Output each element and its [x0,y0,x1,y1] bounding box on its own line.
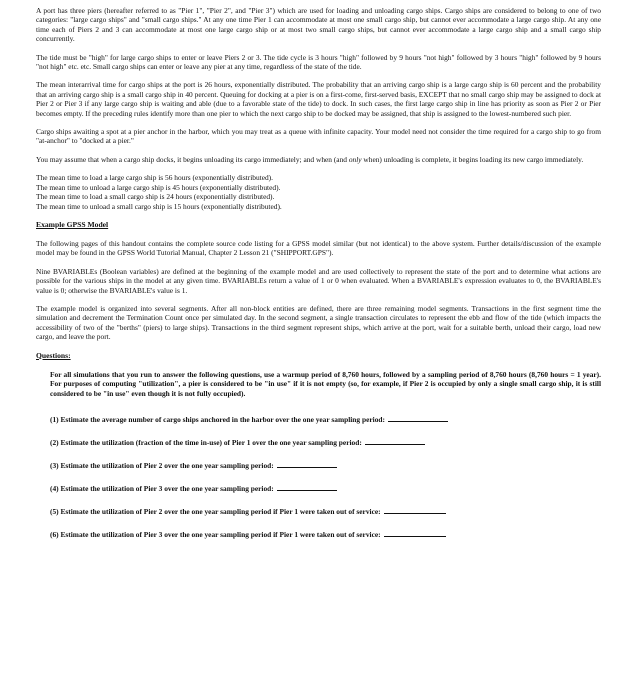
question-item [50,529,601,540]
paragraph-anchor: Cargo ships awaiting a spot at a pier anchor in the harbor, which you may treat as a queue with infinite capacity. Your model need not consider the time required for a cargo ship to go from "at-anchor" to "docked at a pier." [36,127,601,146]
question-item [50,506,601,517]
unloading-text-italic: only [348,154,362,164]
answer-blank[interactable] [388,414,448,422]
question-text: (4) Estimate the utilization of Pier 3 over the one year sampling period: [50,484,274,494]
example-heading: Example GPSS Model [36,219,109,229]
mean-time-line: The mean time to load a large cargo ship is 56 hours (exponentially distributed). [36,173,273,183]
unloading-text-before: You may assume that when a cargo ship docks, it begins unloading its cargo immediately; and when (and [36,154,349,164]
question-item [50,437,601,448]
answer-blank[interactable] [277,460,337,468]
paragraph-interarrival: The mean interarrival time for cargo ships at the port is 26 hours, exponentially distributed. The probability that an arriving cargo ship is a large cargo ship is 60 percent and the probability that an arriving cargo ship is a small cargo ship in 40 percent. Queuing for docking at a pier is on a first-come, first-served basis, EXCEPT that no small cargo ship may be assigned to dock at Pier 2 or Pier 3 if any large cargo ship is waiting and able (due to a favorable state of the tide) to dock. In such cases, the first large cargo ship in line has priority as soon as Pier 2 or Pier becomes empty. If the preceding rules identify more than one pier to which the next cargo ship to be docked may be assigned, that ship is assigned to the lowest-numbered such pier. [36,80,601,118]
question-text: (6) Estimate the utilization of Pier 3 over the one year sampling period if Pier 1 were taken out of service: [50,530,381,540]
paragraph-example-1: The following pages of this handout contains the complete source code listing for a GPSS model similar (but not identical) to the above system. Further details/discussion of the example model may be found in the GPSS World Tutorial Manual, Chapter 2 Lesson 21 ("SHIPPORT.GPS"). [36,238,601,258]
question-text: (2) Estimate the utilization (fraction of the time in-use) of Pier 1 over the one year sampling period: [50,438,362,448]
paragraph-example-3: The example model is organized into several segments. After all non-block entities are defined, there are three remaining model segments. Transactions in the first segment time the simulation and decrement the Termination Count once per simulated day. In the second segment, a single transaction circulates to represent the ebb and flow of the tide (which impacts the accessibility of two of the "berths" (piers) to large ships). Transactions in the third segment represent ships, which arrive at the port, wait for a suitable berth, unload their cargo, load new cargo, and leave the port. [36,303,601,342]
paragraph-piers: A port has three piers (hereafter referred to as "Pier 1", "Pier 2", and "Pier 3") which are used for loading and unloading cargo ships. Cargo ships are considered to belong to one of two categories: "large cargo ships" and "small cargo ships." At any one time Pier 1 can accommodate at most one small cargo ship, but cannot ever accommodate a large cargo ship. At any one time each of Piers 2 and 3 can accommodate at most one large cargo ship or at most two small cargo ships, but cannot ever accommodate a large cargo ship and a small cargo ship concurrently. [36,6,601,44]
unloading-text-after: when) unloading is complete, it begins loading its new cargo immediately. [361,154,584,164]
question-text: (1) Estimate the average number of cargo ships anchored in the harbor over the one year sampling period: [50,415,385,425]
question-text: (3) Estimate the utilization of Pier 2 over the one year sampling period: [50,461,274,471]
questions-intro: For all simulations that you run to answer the following questions, use a warmup period of 8,760 hours, followed by a sampling period of 8,760 hours (8,760 hours = 1 year). For purposes of computing "utilization", a pier is considered to be "in use" if it is not empty (so, for example, if Pier 2 is occupied by only a single small cargo ship, it is still considered to be "in use" even though it is not fully occupied). [50,369,601,398]
question-item [50,460,601,471]
paragraph-tide: The tide must be "high" for large cargo ships to enter or leave Piers 2 or 3. The tide cycle is 3 hours "high" followed by 9 hours "not high" followed by 3 hours "high" followed by 9 hours "not high" etc. etc. Small cargo ships can enter or leave any pier at any time, regardless of the state of the tide. [36,52,601,72]
question-item [50,414,601,425]
answer-blank[interactable] [365,437,425,445]
mean-time-line: The mean time to unload a small cargo ship is 15 hours (exponentially distributed). [36,201,282,211]
paragraph-example-2: Nine BVARIABLEs (Boolean variables) are defined at the beginning of the example model and are used collectively to represent the state of the port and to determine what actions are possible for the various ships in the model at any given time. BVARIABLEs return a value of 1 or 0 when evaluated. When a BVARIABLE's expression evaluates to 0, the BVARIABLE's value is 0; otherwise the BVARIABLE's value is 1. [36,266,601,295]
paragraph-unloading [36,155,601,164]
mean-times-list [36,173,601,211]
answer-blank[interactable] [384,506,446,514]
mean-time-line: The mean time to unload a large cargo ship is 45 hours (exponentially distributed). [36,182,281,192]
answer-blank[interactable] [384,529,446,537]
questions-heading: Questions: [36,350,71,360]
question-item [50,483,601,494]
answer-blank[interactable] [277,483,337,491]
question-text: (5) Estimate the utilization of Pier 2 over the one year sampling period if Pier 1 were taken out of service: [50,507,381,517]
mean-time-line: The mean time to load a small cargo ship is 24 hours (exponentially distributed). [36,192,275,202]
